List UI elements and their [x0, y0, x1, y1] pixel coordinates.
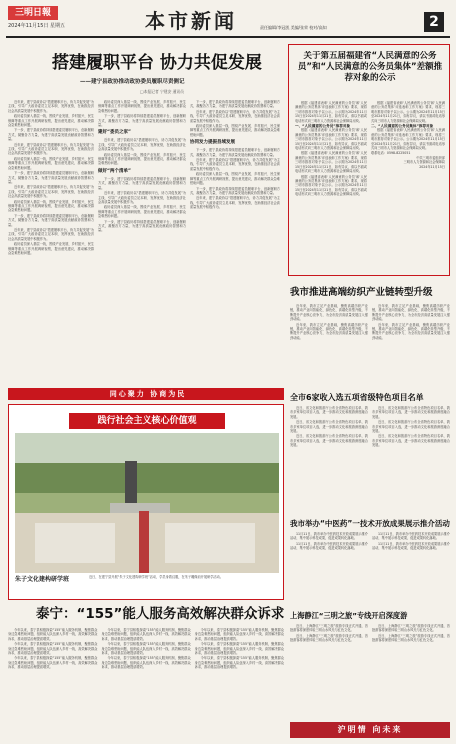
industry-headline: 我市推进高端纺织产业链转型升级 — [290, 287, 433, 298]
lead-byline: □本报记者 宁建安 通讯员 — [140, 89, 184, 94]
photo-block — [8, 404, 284, 600]
school-body — [290, 532, 450, 604]
lead-paragraph: 近年来，建宁县政协以“搭建履职平台，协力共促发展”为主线，引导广大政协委员立足本职、发挥优势，在助推经济社会高质量发展中积极作为。 — [190, 158, 280, 171]
lead-column-3 — [190, 100, 280, 385]
lead-paragraph: 下一步，建宁县政协将持续搭建委员履职平台，创新履职方式，凝聚各方力量，为建宁高质量发展贡献政协智慧和力量。 — [8, 213, 94, 227]
taining-headline: 泰宁：“155”能人服务高效解决群众诉求 — [36, 606, 285, 622]
announcement-paragraph: 根据《福建省表彰‘人民满意的公务员’和‘人民满意的公务员集体’评选表彰工作方案》要求，现将三明市推荐对象予以公示。公示期为2024年11月15日至2024年11月21日，如有异议，请以书面或电话形式向三明市人力资源和社会保障局反映。 — [295, 101, 367, 123]
editors-line: 责任编辑/李冠凯 美编/张荣 校对/高知 — [260, 25, 327, 30]
lead-paragraph: 政协委员深入基层一线，围绕产业发展、乡村振兴、民生保障等重点工作开展调研视察，提出意见建议，推动解决群众急难愁盼问题。 — [98, 100, 186, 113]
lead-paragraph: 近年来，建宁县政协以“搭建履职平台，协力共促发展”为主线，引导广大政协委员立足本职、发挥优势，在助推经济社会高质量发展中积极作为。 — [98, 191, 186, 204]
lead-paragraph: 政协委员深入基层一线，围绕产业发展、乡村振兴、民生保障等重点工作开展调研视察，提出意见建议，推动解决群众急难愁盼问题。 — [8, 114, 94, 128]
lead-paragraph: 下一步，建宁县政协将持续搭建委员履职平台，创新履职方式，凝聚各方力量，为建宁高质量发展贡献政协智慧和力量。 — [98, 219, 186, 233]
announcement-paragraph: 根据《福建省表彰‘人民满意的公务员’和‘人民满意的公务员集体’评选表彰工作方案》要求，现将三明市推荐对象予以公示。公示期为2024年11月15日至2024年11月21日，如有异议，请以书面或电话形式向三明市人力资源和社会保障局反映。 — [371, 128, 445, 151]
photo-title-bar: 践行社会主义核心价值观 — [69, 413, 225, 429]
toilet-body — [290, 406, 450, 514]
taining-paragraph: 今年以来，泰宁县积极探索“155”能人服务机制，聚焦群众身边急难愁盼问题，组织能人队伍深入乡村一线，高效解决群众诉求，推动基层治理提质增效。 — [194, 642, 284, 656]
photo-caption: 近日，在建宁县开展“朱子文化建构研学班”活动，学员身着汉服，在朱子雕像前开展研学活动。 — [89, 575, 223, 579]
announcement-paragraph: 根据《福建省表彰‘人民满意的公务员’和‘人民满意的公务员集体’评选表彰工作方案》要求，现将三明市推荐对象予以公示。公示期为2024年11月15日至2024年11月21日，如有异议，请以书面或电话形式向三明市人力资源和社会保障局反映。 — [371, 101, 445, 123]
industry-paragraph: 近年来，我市立足产业基础，聚焦高端纺织产业链，推动产业向智能化、绿色化、高端化转型升级，不断提升产业核心竞争力，为全市经济高质量发展注入强劲动能。 — [372, 322, 450, 340]
taining-paragraph: 今年以来，泰宁县积极探索“155”能人服务机制，聚焦群众身边急难愁盼问题，组织能人队伍深入乡村一线，高效解决群众诉求，推动基层治理提质增效。 — [101, 628, 191, 641]
lead-paragraph: 近年来，建宁县政协以“搭建履职平台，协力共促发展”为主线，引导广大政协委员立足本职、发挥优势，在助推经济社会高质量发展中积极作为。 — [190, 109, 280, 123]
taining-paragraph: 今年以来，泰宁县积极探索“155”能人服务机制，聚焦群众身边急难愁盼问题，组织能人队伍深入乡村一线，高效解决群众诉求，推动基层治理提质增效。 — [101, 656, 191, 670]
school-headline: 我市举办“中医药”一技术开放成果展示推介活动 — [290, 519, 450, 528]
lead-paragraph: 政协委员深入基层一线，围绕产业发展、乡村振兴、民生保障等重点工作开展调研视察，提出意见建议，推动解决群众急难愁盼问题。 — [190, 172, 280, 186]
shanghai-paragraph: 近日，上海静江“三明之旅”旅游专线正式开通，首批游客将深度体验三明山水风光与红色文化。 — [290, 633, 368, 643]
taining-paragraph: 今年以来，泰宁县积极探索“155”能人服务机制，聚焦群众身边急难愁盼问题，组织能人队伍深入乡村一线，高效解决群众诉求，推动基层治理提质增效。 — [8, 642, 98, 656]
shanghai-paragraph: 近日，上海静江“三明之旅”旅游专线正式开通，首批游客将深度体验三明山水风光与红色文化。 — [290, 624, 368, 633]
lead-paragraph: 近年来，建宁县政协以“搭建履职平台，协力共促发展”为主线，引导广大政协委员立足本职、发挥优势，在助推经济社会高质量发展中积极作为。 — [8, 100, 94, 113]
slogan-banner — [8, 388, 284, 400]
announcement-title: 关于第五届福建省“人民满意的公务员”和“人民满意的公务员集体”差额推荐对象的公示 — [297, 51, 443, 83]
announcement-list-title: 二、“人民满意的公务员集体”推荐对象 — [371, 124, 434, 129]
lead-headline: 搭建履职平台 协力共促发展 — [52, 53, 262, 73]
industry-paragraph: 近年来，我市立足产业基础，聚焦高端纺织产业链，推动产业向智能化、绿色化、高端化转型升级，不断提升产业核心竞争力，为全市经济高质量发展注入强劲动能。 — [290, 304, 368, 322]
toilet-paragraph: 近日，省文化和旅游厅公布全省特色项目名单，我市多家单位项目入选，进一步推动文化和旅游深度融合发展。 — [372, 420, 450, 434]
masthead-rule — [6, 36, 450, 38]
lead-paragraph: 近年来，建宁县政协以“搭建履职平台，协力共促发展”为主线，引导广大政协委员立足本职、发挥优势，在助推经济社会高质量发展中积极作为。 — [98, 138, 186, 152]
announcement-signer-2: 三明市人力资源和社会保障局 — [403, 160, 445, 165]
toilet-paragraph: 近日，省文化和旅游厅公布全省特色项目名单，我市多家单位项目入选，进一步推动文化和旅游深度融合发展。 — [372, 434, 450, 448]
lead-paragraph: 下一步，建宁县政协将持续搭建委员履职平台，创新履职方式，凝聚各方力量，为建宁高质量发展贡献政协智慧和力量。 — [8, 128, 94, 142]
event-photo — [15, 433, 279, 573]
lead-column-2 — [98, 100, 186, 385]
announcement-body-2 — [371, 101, 445, 271]
taining-paragraph: 今年以来，泰宁县积极探索“155”能人服务机制，聚焦群众身边急难愁盼问题，组织能人队伍深入乡村一线，高效解决群众诉求，推动基层治理提质增效。 — [101, 642, 191, 656]
taining-paragraph: 今年以来，泰宁县积极探索“155”能人服务机制，聚焦群众身边急难愁盼问题，组织能人队伍深入乡村一线，高效解决群众诉求，推动基层治理提质增效。 — [8, 656, 98, 670]
lead-paragraph: 下一步，建宁县政协将持续搭建委员履职平台，创新履职方式，凝聚各方力量，为建宁高质量发展贡献政协智慧和力量。 — [190, 186, 280, 195]
taining-paragraph: 今年以来，泰宁县积极探索“155”能人服务机制，聚焦群众身边急难愁盼问题，组织能人队伍深入乡村一线，高效解决群众诉求，推动基层治理提质增效。 — [194, 628, 284, 641]
announcement-signer: 中共三明市委组织部 — [416, 155, 445, 160]
lead-paragraph: 近年来，建宁县政协以“搭建履职平台，协力共促发展”为主线，引导广大政协委员立足本职、发挥优势，在助推经济社会高质量发展中积极作为。 — [8, 185, 94, 199]
school-paragraph: 11月11日，我市举办中医药技术开放成果展示推介活动，集中展示科技成果，促进成果转化落地。 — [372, 532, 450, 541]
slogan-text: 同心聚力 协商为民 — [109, 390, 187, 398]
industry-paragraph: 近年来，我市立足产业基础，聚焦高端纺织产业链，推动产业向智能化、绿色化、高端化转型升级，不断提升产业核心竞争力，为全市经济高质量发展注入强劲动能。 — [372, 304, 450, 322]
section-title: 本市新闻 — [145, 9, 237, 33]
lead-paragraph: 下一步，建宁县政协将持续搭建委员履职平台，创新履职方式，凝聚各方力量，为建宁高质量发展贡献政协智慧和力量。 — [8, 171, 94, 184]
toilet-paragraph: 近日，省文化和旅游厅公布全省特色项目名单，我市多家单位项目入选，进一步推动文化和旅游深度融合发展。 — [372, 406, 450, 419]
taining-body — [8, 628, 284, 736]
lead-subhead: 协同发力提振县域发展 — [190, 140, 235, 146]
issue-date: 2024年11月15日 星期五 — [8, 23, 66, 29]
industry-paragraph: 近年来，我市立足产业基础，聚焦高端纺织产业链，推动产业向智能化、绿色化、高端化转型升级，不断提升产业核心竞争力，为全市经济高质量发展注入强劲动能。 — [290, 322, 368, 340]
shanghai-paragraph: 近日，上海静江“三明之旅”旅游专线正式开通，首批游客将深度体验三明山水风光与红色文化。 — [372, 624, 450, 633]
announcement-contact: 联系电话：0598-8225051 — [371, 151, 411, 156]
shanghai-paragraph: 近日，上海静江“三明之旅”旅游专线正式开通，首批游客将深度体验三明山水风光与红色文化。 — [372, 633, 450, 643]
announcement-paragraph: 根据《福建省表彰‘人民满意的公务员’和‘人民满意的公务员集体’评选表彰工作方案》要求，现将三明市推荐对象予以公示。公示期为2024年11月15日至2024年11月21日，如有异议，请以书面或电话形式向三明市人力资源和社会保障局反映。 — [295, 151, 367, 174]
announcement-paragraph: 根据《福建省表彰‘人民满意的公务员’和‘人民满意的公务员集体’评选表彰工作方案》要求，现将三明市推荐对象予以公示。公示期为2024年11月15日至2024年11月21日，如有异议，请以书面或电话形式向三明市人力资源和社会保障局反映。 — [295, 128, 367, 151]
lead-paragraph: 政协委员深入基层一线，围绕产业发展、乡村振兴、民生保障等重点工作开展调研视察，提出意见建议，推动解决群众急难愁盼问题。 — [8, 242, 94, 255]
toilet-headline: 全市6家收入选五项省级特色项目名单 — [290, 393, 424, 402]
toilet-paragraph: 近日，省文化和旅游厅公布全省特色项目名单，我市多家单位项目入选，进一步推动文化和旅游深度融合发展。 — [290, 420, 368, 434]
announcement-paragraph: 根据《福建省表彰‘人民满意的公务员’和‘人民满意的公务员集体’评选表彰工作方案》要求，现将三明市推荐对象予以公示。公示期为2024年11月15日至2024年11月21日，如有异议，请以书面或电话形式向三明市人力资源和社会保障局反映。 — [295, 174, 367, 197]
lead-paragraph: 下一步，建宁县政协将持续搭建委员履职平台，创新履职方式，凝聚各方力量，为建宁高质量发展贡献政协智慧和力量。 — [190, 100, 280, 109]
lead-paragraph: 近年来，建宁县政协以“搭建履职平台，协力共促发展”为主线，引导广大政协委员立足本职、发挥优势，在助推经济社会高质量发展中积极作为。 — [8, 142, 94, 156]
school-paragraph: 11月11日，我市举办中医药技术开放成果展示推介活动，集中展示科技成果，促进成果转化落地。 — [372, 541, 450, 551]
announcement-body — [295, 101, 367, 271]
shanghai-body — [290, 624, 450, 720]
lead-paragraph: 近年来，建宁县政协以“搭建履职平台，协力共促发展”为主线，引导广大政协委员立足本职、发挥优势，在助推经济社会高质量发展中积极作为。 — [8, 227, 94, 241]
school-paragraph: 11月11日，我市举办中医药技术开放成果展示推介活动，集中展示科技成果，促进成果转化落地。 — [290, 541, 368, 551]
lead-subtitle: ——建宁县政协推动政协委员履职尽责侧记 — [80, 79, 185, 85]
photo-caption-title: 朱子文化建构研学班 — [15, 576, 70, 583]
lead-paragraph: 政协委员深入基层一线，围绕产业发展、乡村振兴、民生保障等重点工作开展调研视察，提出意见建议，推动解决群众急难愁盼问题。 — [190, 124, 280, 137]
page-number: 2 — [424, 12, 444, 32]
lead-paragraph: 政协委员深入基层一线，围绕产业发展、乡村振兴、民生保障等重点工作开展调研视察，提出意见建议，推动解决群众急难愁盼问题。 — [8, 156, 94, 170]
school-paragraph: 11月11日，我市举办中医药技术开放成果展示推介活动，集中展示科技成果，促进成果转化落地。 — [290, 532, 368, 541]
lead-paragraph: 近年来，建宁县政协以“搭建履职平台，协力共促发展”为主线，引导广大政协委员立足本职、发挥优势，在助推经济社会高质量发展中积极作为。 — [190, 196, 280, 210]
industry-body — [290, 304, 450, 384]
shanghai-ad-banner — [290, 722, 450, 738]
lead-paragraph: 下一步，建宁县政协将持续搭建委员履职平台，创新履职方式，凝聚各方力量，为建宁高质量发展贡献政协智慧和力量。 — [190, 148, 280, 157]
taining-paragraph: 今年以来，泰宁县积极探索“155”能人服务机制，聚焦群众身边急难愁盼问题，组织能人队伍深入乡村一线，高效解决群众诉求，推动基层治理提质增效。 — [8, 628, 98, 641]
masthead — [0, 0, 456, 38]
announcement-box — [288, 44, 450, 276]
lead-paragraph: 政协委员深入基层一线，围绕产业发展、乡村振兴、民生保障等重点工作开展调研视察，提出意见建议，推动解决群众急难愁盼问题。 — [8, 199, 94, 213]
toilet-paragraph: 近日，省文化和旅游厅公布全省特色项目名单，我市多家单位项目入选，进一步推动文化和旅游深度融合发展。 — [290, 406, 368, 419]
lead-paragraph: 下一步，建宁县政协将持续搭建委员履职平台，创新履职方式，凝聚各方力量，为建宁高质量发展贡献政协智慧和力量。 — [98, 176, 186, 190]
announcement-list-title: 一、“人民满意的公务员”推荐对象 — [295, 124, 351, 129]
lead-paragraph: 政协委员深入基层一线，围绕产业发展、乡村振兴、民生保障等重点工作开展调研视察，提出意见建议，推动解决群众急难愁盼问题。 — [98, 152, 186, 166]
lead-column-1 — [8, 100, 94, 385]
newspaper-logo: 三明日報 — [8, 6, 58, 20]
shanghai-ad-text: 沪明情 向未来 — [337, 725, 403, 734]
announcement-date: 2024年11月15日 — [419, 164, 445, 169]
lead-subhead: 建好“委员之家” — [98, 130, 131, 136]
lead-paragraph: 下一步，建宁县政协将持续搭建委员履职平台，创新履职方式，凝聚各方力量，为建宁高质量发展贡献政协智慧和力量。 — [98, 114, 186, 128]
taining-paragraph: 今年以来，泰宁县积极探索“155”能人服务机制，聚焦群众身边急难愁盼问题，组织能人队伍深入乡村一线，高效解决群众诉求，推动基层治理提质增效。 — [194, 656, 284, 670]
lead-subhead: 做好“两个清单” — [98, 168, 131, 174]
lead-paragraph: 政协委员深入基层一线，围绕产业发展、乡村振兴、民生保障等重点工作开展调研视察，提出意见建议，推动解决群众急难愁盼问题。 — [98, 205, 186, 219]
toilet-paragraph: 近日，省文化和旅游厅公布全省特色项目名单，我市多家单位项目入选，进一步推动文化和旅游深度融合发展。 — [290, 434, 368, 448]
shanghai-headline: 上海静江“三明之旅”专线开启深度游 — [290, 611, 408, 620]
